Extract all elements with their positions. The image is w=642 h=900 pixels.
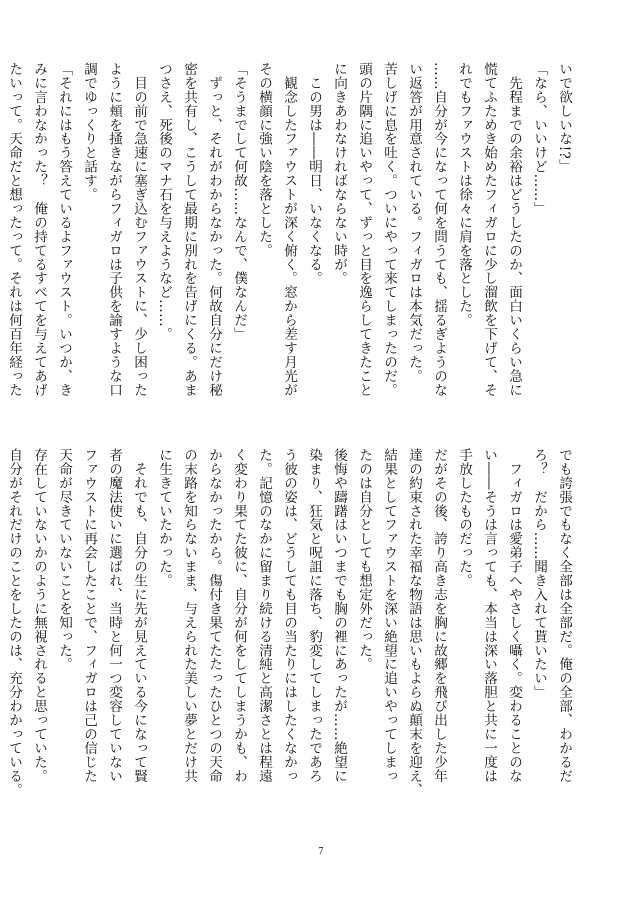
lower-text-line: ろ？ だから……聞き入れて貰いたい」 bbox=[531, 448, 547, 700]
upper-text-line: ずっと、それがわからなかった。何故自分にだけ秘 bbox=[206, 62, 222, 397]
upper-text-line: い返答が用意されている。フィガロは本気だった。 bbox=[406, 62, 422, 383]
lower-text-line: く変わり果てた彼に、自分が何をしてしまうかも、わ bbox=[231, 448, 247, 783]
lower-text-line: 者の魔法使いに選ばれ、当時と何一つ変容していない bbox=[106, 448, 122, 783]
lower-text-line: フィガロは愛弟子へやさしく囁く。変わることのな bbox=[506, 448, 522, 783]
lower-text-line: た。記憶のなかに留まり続ける清純と高潔さとは程遠 bbox=[256, 448, 272, 783]
lower-text-line: たのは自分としても想定外だった。 bbox=[356, 448, 372, 672]
lower-text-line: それでも、自分の生に先が見えている今になって賢 bbox=[131, 448, 147, 783]
lower-text-line: 後悔や躊躇はいつまでも胸の裡にあったが……絶望に bbox=[331, 448, 347, 783]
upper-text-line: つさえ、死後のマナ石を与えようなど……。 bbox=[156, 62, 172, 341]
upper-text-line: いで欲しいな!?」 bbox=[556, 62, 572, 174]
lower-text-line: からなかったから。傷付き果てたたったひとつの天命 bbox=[206, 448, 222, 783]
upper-text-line: ように頬を掻きながらフィガロは子供を諭すような口 bbox=[106, 62, 122, 397]
upper-text-line: 密を共有し、こうして最期に別れを告げにくる。あま bbox=[181, 62, 197, 397]
upper-text-line: 先程までの余裕はどうしたのか、面白いくらい急に bbox=[506, 62, 522, 397]
upper-text-line: 「そうまでして何故……なんで、僕なんだ」 bbox=[231, 62, 247, 341]
lower-text-block bbox=[0, 448, 576, 808]
upper-text-line: 「なら、いいけど……」 bbox=[531, 62, 547, 216]
upper-text-line: 観念したファウストが深く俯く。窓から差す月光が bbox=[281, 62, 297, 397]
lower-text-line: 染まり、狂気と呪詛に落ち、豹変してしまったであろ bbox=[306, 448, 322, 783]
lower-text-line: う彼の姿は、どうしても目の当たりにはしたくなかっ bbox=[281, 448, 297, 783]
lower-text-line: 手放したものだった。 bbox=[456, 448, 472, 588]
lower-text-line: 自分がそれだけのことをしたのは、充分わかっている。 bbox=[6, 448, 22, 797]
upper-text-line: 「それにはもう答えているよファウスト。いつか、き bbox=[56, 62, 72, 397]
upper-text-line: 頭の片隅に追いやって、ずっと目を逸らしてきたこと bbox=[356, 62, 372, 397]
lower-text-line: 存在していないかのように無視されると思っていた。 bbox=[31, 448, 47, 783]
lower-text-line: 天命が尽きていないことを知った。 bbox=[56, 448, 72, 672]
lower-text-line: だがその後、誇り高き志を胸に故郷を飛び出した少年 bbox=[431, 448, 447, 783]
upper-text-line: たいって。天命だと想ったって。それは何百年経った bbox=[6, 62, 22, 397]
upper-text-line: に向きあわなければならない時が。 bbox=[331, 62, 347, 286]
upper-text-line: ……自分が今になって何を問うても、揺るぎようのな bbox=[431, 62, 447, 397]
lower-text-line: 結果としてファウストを深い絶望に追いやってしまっ bbox=[381, 448, 397, 783]
upper-text-line: れでもファウストは徐々に肩を落とした。 bbox=[456, 62, 472, 328]
lower-text-line: の末路を知らないまま、与えられた美しい夢とだけ共 bbox=[181, 448, 197, 783]
upper-text-line: この男は――明日、いなくなる。 bbox=[306, 62, 322, 286]
lower-text-line: 達の約束された幸福な物語は思いもよらぬ顛末を迎え、 bbox=[406, 448, 422, 797]
page-number: 7 bbox=[318, 846, 324, 857]
upper-text-line: 調でゆっくりと話す。 bbox=[81, 62, 97, 202]
lower-text-line: に生きていたかった。 bbox=[156, 448, 172, 588]
upper-text-line: 慌てふためき始めたフィガロに少し溜飲を下げて、そ bbox=[481, 62, 497, 397]
lower-text-line: でも誇張でもなく全部は全部だ。俺の全部、わかるだ bbox=[556, 448, 572, 783]
upper-text-line: みに言わなかった？ 俺の持てるすべてを与えてあげ bbox=[31, 62, 47, 397]
upper-text-line: 目の前で急速に塞ぎ込むファウストに、少し困った bbox=[131, 62, 147, 397]
upper-text-block bbox=[0, 62, 576, 420]
upper-text-line: その横顔に強い陰を落とした。 bbox=[256, 62, 272, 258]
upper-text-line: 苦しげに息を吐く。ついにやって来てしまったのだ。 bbox=[381, 62, 397, 397]
lower-text-line: い――そうは言っても、本当は深い落胆と共に一度は bbox=[481, 448, 497, 783]
lower-text-line: ファウストに再会したことで、フィガロは己の信じた bbox=[81, 448, 97, 783]
